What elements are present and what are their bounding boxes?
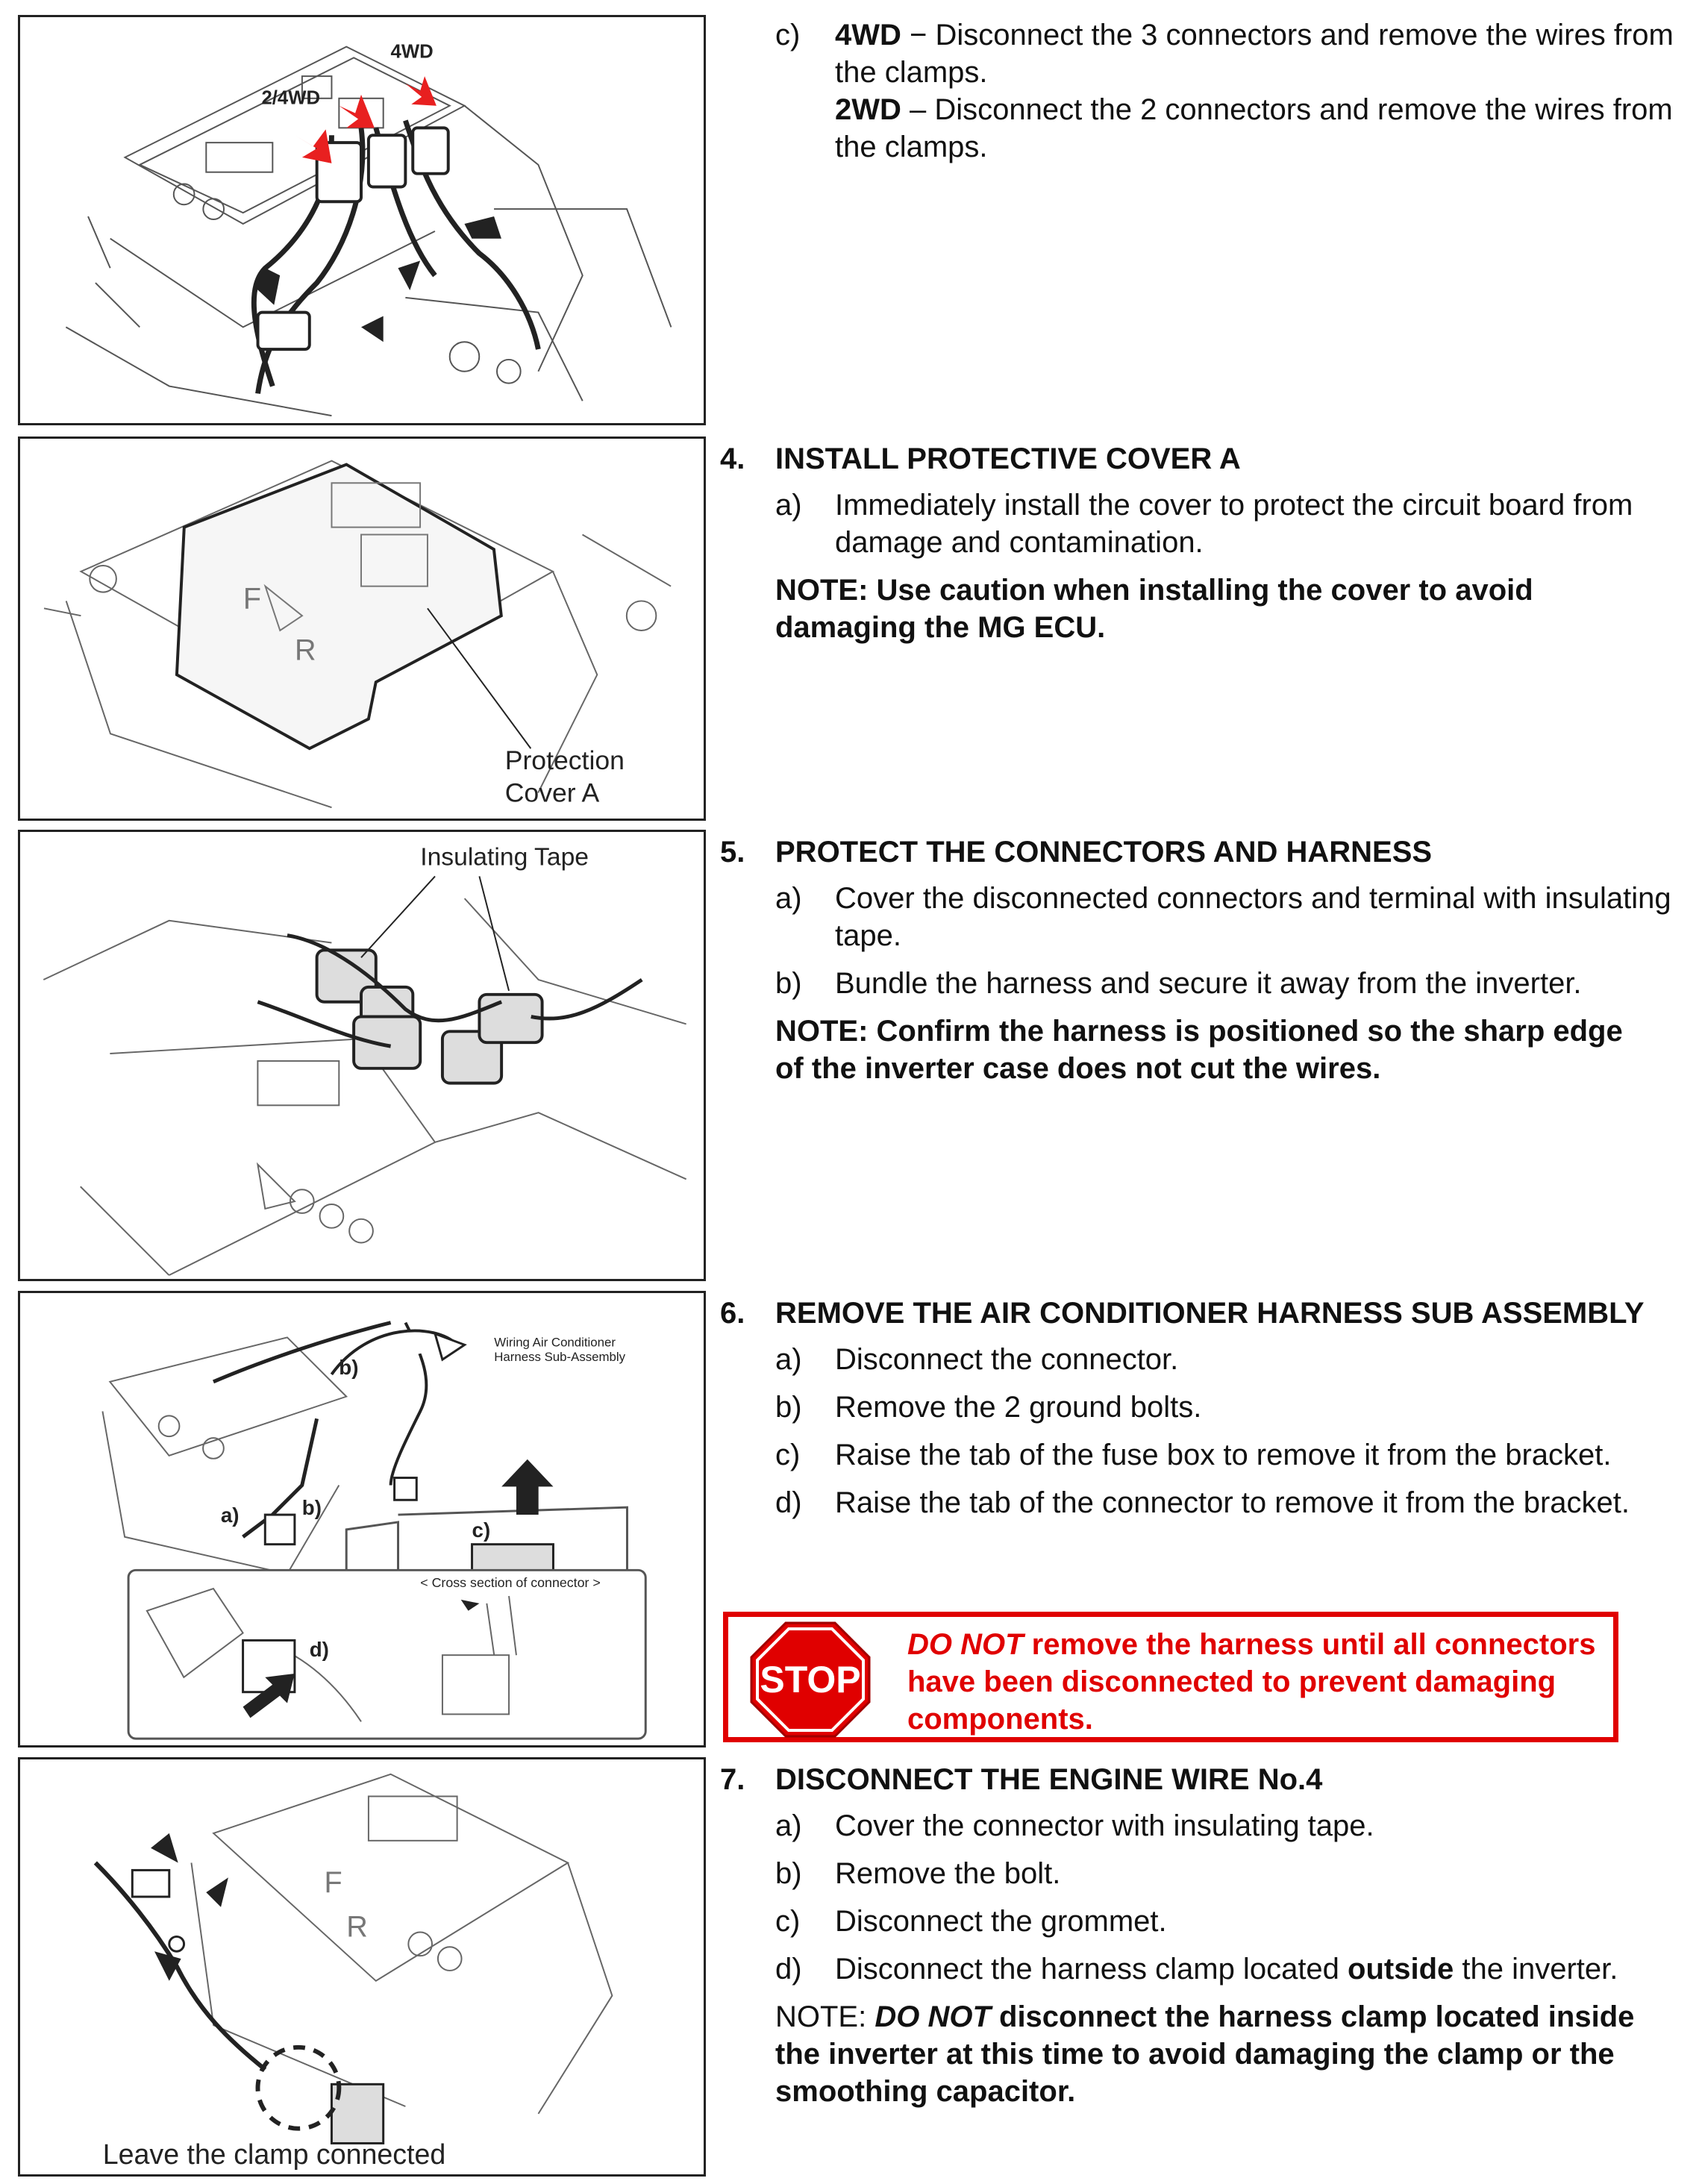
step-heading: REMOVE THE AIR CONDITIONER HARNESS SUB ASSEMBLY (775, 1297, 1645, 1330)
sub-text: Cover the connector with insulating tape. (835, 1809, 1374, 1842)
sub-text: Disconnect the grommet. (835, 1905, 1167, 1938)
sub-step (775, 1484, 1690, 1521)
sub-step (775, 1950, 1690, 1988)
step-5 (720, 833, 1690, 1087)
label-wiring-ac-1: Wiring Air Conditioner (494, 1335, 616, 1350)
sub-text: Raise the tab of the fuse box to remove it from the bracket. (835, 1439, 1612, 1471)
sub-text: Disconnect the connector. (835, 1343, 1179, 1376)
tape-illustration (20, 832, 704, 1279)
note-prefix: NOTE: (775, 2000, 875, 2033)
sub-step (775, 1389, 1690, 1426)
sub-letter: a) (775, 1343, 802, 1376)
sub-letter: d) (775, 1486, 802, 1519)
sub-step (775, 1341, 1690, 1378)
sub-text (835, 1950, 1690, 1988)
sub-text: Remove the bolt. (835, 1857, 1061, 1890)
step-title (720, 833, 1690, 871)
sub-letter: b) (775, 967, 802, 1000)
step-title (720, 1761, 1690, 1798)
label-2-4wd: 2/4WD (261, 87, 321, 109)
stop-warning-box (723, 1612, 1618, 1742)
sub-letter: b) (775, 1857, 802, 1890)
sub-letter: a) (775, 882, 802, 915)
step-heading: DISCONNECT THE ENGINE WIRE No.4 (775, 1763, 1323, 1796)
callout-d: d) (309, 1638, 329, 1662)
sub-letter: a) (775, 1809, 802, 1842)
step-number: 7. (720, 1763, 745, 1796)
figure-protective-cover (18, 437, 706, 821)
svg-text:R: R (295, 633, 316, 667)
top-step-block (720, 16, 1690, 176)
label-cover-a: Cover A (504, 777, 600, 808)
sub-step (775, 965, 1690, 1002)
top-step-c (775, 16, 1690, 166)
sub-step (775, 486, 1690, 561)
note-rest: disconnect the harness clamp located inside the inverter at this time to avoid damaging the clamp or the smoothing capacitor. (775, 2000, 1635, 2108)
line2-rest: – Disconnect the 2 connectors and remove the wires from the clamps. (835, 93, 1673, 163)
sub-text: Raise the tab of the connector to remove it from the bracket. (835, 1486, 1630, 1519)
label-cross-section: < Cross section of connector > (420, 1575, 601, 1591)
step-4 (720, 440, 1690, 646)
label-4wd-bold: 4WD (835, 19, 901, 51)
stop-warning-text (907, 1626, 1601, 1738)
svg-text:F: F (243, 582, 262, 616)
sub-step (775, 1807, 1690, 1844)
engine-wire-illustration (20, 1759, 704, 2174)
figure-engine-wire (18, 1757, 706, 2177)
note-italic: DO NOT (875, 2000, 991, 2033)
sub-step (775, 1903, 1690, 1940)
sub-letter: c) (775, 19, 801, 51)
sub-letter: c) (775, 1439, 801, 1471)
step-number: 6. (720, 1297, 745, 1330)
label-leave-clamp: Leave the clamp connected (102, 2138, 446, 2171)
sub-step (775, 880, 1690, 954)
warning-italic: DO NOT (907, 1628, 1024, 1661)
callout-b-top: b) (339, 1355, 359, 1379)
label-protection: Protection (504, 745, 625, 775)
warning-rest: remove the harness until all connectors have been disconnected to prevent damaging components. (907, 1628, 1596, 1736)
d-post: the inverter. (1454, 1953, 1618, 1986)
step-6 (720, 1295, 1690, 1532)
d-bold: outside (1348, 1953, 1454, 1986)
ac-harness-illustration (20, 1293, 704, 1745)
stop-sign-icon (747, 1620, 874, 1739)
d-pre: Disconnect the harness clamp located (835, 1953, 1348, 1986)
label-insulating-tape: Insulating Tape (420, 843, 589, 872)
sub-text: Cover the disconnected connectors and terminal with insulating tape. (835, 882, 1671, 952)
label-2wd-bold: 2WD (835, 93, 901, 126)
sub-letter: d) (775, 1953, 802, 1986)
label-wiring-ac-2: Harness Sub-Assembly (494, 1350, 626, 1365)
note: NOTE: Use caution when installing the cover to avoid damaging the MG ECU. (775, 574, 1533, 644)
step-number: 5. (720, 836, 745, 869)
line1-rest: − Disconnect the 3 connectors and remove the wires from the clamps. (835, 19, 1674, 89)
connector-illustration (20, 17, 704, 423)
figure-ac-harness (18, 1291, 706, 1747)
sub-letter: a) (775, 489, 802, 522)
callout-b-lower: b) (301, 1496, 322, 1520)
cover-illustration (20, 439, 704, 819)
step-heading: PROTECT THE CONNECTORS AND HARNESS (775, 836, 1433, 869)
figure-connector-disconnect (18, 15, 706, 425)
sub-letter: b) (775, 1391, 802, 1424)
step-number: 4. (720, 442, 745, 475)
callout-c: c) (472, 1518, 491, 1542)
svg-text:F: F (324, 1866, 342, 1900)
sub-step (775, 1855, 1690, 1892)
stop-sign-text: STOP (760, 1659, 861, 1700)
sub-text: Remove the 2 ground bolts. (835, 1391, 1202, 1424)
callout-a: a) (220, 1503, 240, 1527)
note: NOTE: Confirm the harness is positioned so the sharp edge of the inverter case does not cut the wires. (775, 1015, 1623, 1085)
svg-text:R: R (346, 1910, 368, 1944)
step-7 (720, 1761, 1690, 2110)
sub-text (835, 16, 1690, 166)
note (775, 1998, 1641, 2110)
sub-letter: c) (775, 1905, 801, 1938)
label-4wd: 4WD (390, 41, 434, 63)
sub-text: Bundle the harness and secure it away from the inverter. (835, 967, 1582, 1000)
step-heading: INSTALL PROTECTIVE COVER A (775, 442, 1241, 475)
sub-text: Immediately install the cover to protect the circuit board from damage and contamination. (835, 489, 1633, 559)
figure-insulating-tape (18, 830, 706, 1281)
sub-step (775, 1436, 1690, 1474)
step-title (720, 440, 1690, 478)
step-title (720, 1295, 1690, 1332)
